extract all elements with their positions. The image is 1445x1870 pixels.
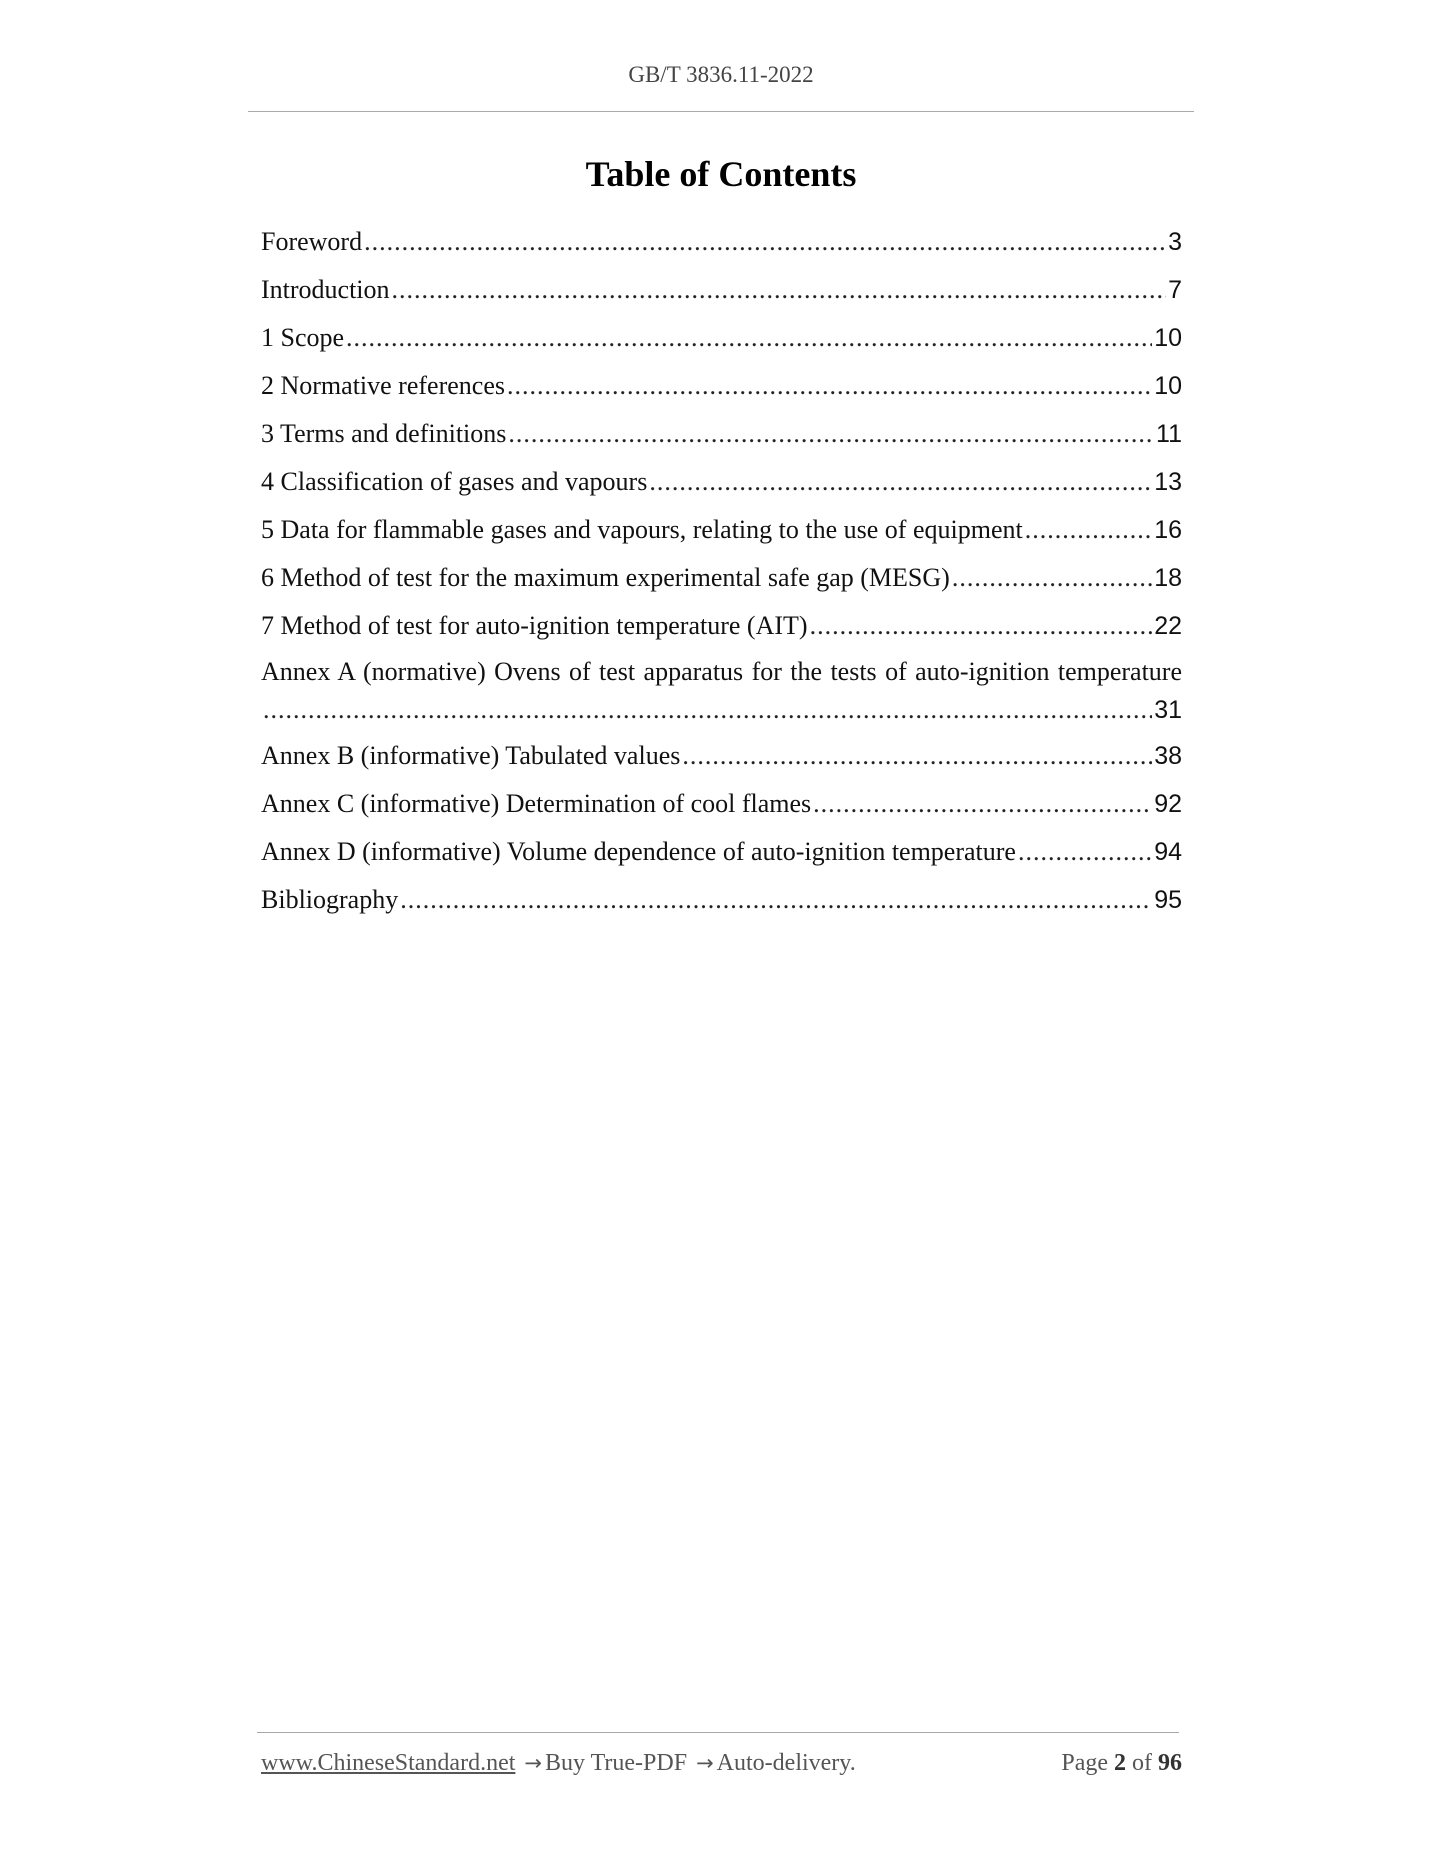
toc-page-number: 16 xyxy=(1154,516,1182,544)
page-footer xyxy=(261,1750,1182,1786)
dot-leader xyxy=(1025,510,1152,550)
toc-entry-bibliography[interactable] xyxy=(261,880,1182,928)
buy-text: Buy True-PDF xyxy=(545,1750,688,1776)
toc-entry-title: 4 Classification of gases and vapours xyxy=(261,467,648,496)
toc-entry-terms-and-definitions[interactable] xyxy=(261,414,1182,462)
dot-leader xyxy=(682,736,1152,776)
dot-leader xyxy=(346,318,1152,358)
toc-entry-data-flammable-gases[interactable] xyxy=(261,510,1182,558)
page-indicator xyxy=(1061,1750,1182,1777)
toc-page-number: 94 xyxy=(1154,838,1182,866)
dot-leader xyxy=(1018,832,1152,872)
footer-promo xyxy=(261,1750,856,1777)
toc-entry-title: Annex C (informative) Determination of cool flames xyxy=(261,789,812,818)
page-label: Page xyxy=(1061,1750,1108,1776)
of-label: of xyxy=(1132,1750,1152,1776)
toc-entry-title: Annex B (informative) Tabulated values xyxy=(261,741,681,770)
toc-page-number: 38 xyxy=(1154,742,1182,770)
toc-entry-annex-b[interactable] xyxy=(261,736,1182,784)
header-divider xyxy=(248,111,1194,112)
toc-page-number: 92 xyxy=(1154,790,1182,818)
toc-entry-title: 5 Data for flammable gases and vapours, relating to the use of equipment xyxy=(261,515,1023,544)
toc-page-number: 3 xyxy=(1168,228,1182,256)
dot-leader xyxy=(810,606,1153,646)
toc-entry-title: Introduction xyxy=(261,275,390,304)
toc-page-number: 10 xyxy=(1154,372,1182,400)
toc-entry-annex-a[interactable] xyxy=(261,654,1182,736)
toc-page-number: 31 xyxy=(1154,696,1182,724)
toc-entry-title: Annex D (informative) Volume dependence of auto-ignition temperature xyxy=(261,837,1016,866)
dot-leader xyxy=(952,558,1152,598)
toc-entry-classification[interactable] xyxy=(261,462,1182,510)
toc-entry-foreword[interactable] xyxy=(261,222,1182,270)
dot-leader xyxy=(400,880,1152,920)
dot-leader xyxy=(508,414,1154,454)
toc-entry-title: Annex A (normative) Ovens of test apparatus for the tests of auto-ignition temperature xyxy=(261,657,1182,686)
toc-entry-title: 2 Normative references xyxy=(261,371,505,400)
toc-entry-continuation xyxy=(261,690,1182,730)
toc-page-number: 10 xyxy=(1154,324,1182,352)
arrow-right-icon: → xyxy=(524,1751,542,1775)
toc-entry-mesg-test[interactable] xyxy=(261,558,1182,606)
toc-entry-title: 3 Terms and definitions xyxy=(261,419,507,448)
toc-page-number: 11 xyxy=(1156,420,1182,448)
toc-entry-title: 1 Scope xyxy=(261,323,345,352)
toc-entry-title: 7 Method of test for auto-ignition temperature (AIT) xyxy=(261,611,808,640)
toc-entry-annex-c[interactable] xyxy=(261,784,1182,832)
toc-page-number: 7 xyxy=(1168,276,1182,304)
dot-leader xyxy=(813,784,1152,824)
toc-page-number: 18 xyxy=(1154,564,1182,592)
dot-leader xyxy=(507,366,1152,406)
toc-entry-title: 6 Method of test for the maximum experimental safe gap (MESG) xyxy=(261,563,950,592)
toc-entry-introduction[interactable] xyxy=(261,270,1182,318)
toc-entry-title: Foreword xyxy=(261,227,363,256)
toc-entry-annex-d[interactable] xyxy=(261,832,1182,880)
toc-page-number: 95 xyxy=(1154,886,1182,914)
page-total: 96 xyxy=(1158,1750,1182,1776)
document-header: GB/T 3836.11-2022 xyxy=(628,62,814,87)
delivery-text: Auto-delivery. xyxy=(716,1750,856,1776)
toc-entry-ait-test[interactable] xyxy=(261,606,1182,654)
toc-page-number: 22 xyxy=(1154,612,1182,640)
dot-leader xyxy=(263,690,1152,730)
arrow-right-icon: → xyxy=(696,1751,714,1775)
toc-entry-normative-references[interactable] xyxy=(261,366,1182,414)
dot-leader xyxy=(392,270,1167,310)
table-of-contents xyxy=(261,222,1182,928)
toc-entry-scope[interactable] xyxy=(261,318,1182,366)
dot-leader xyxy=(649,462,1152,502)
toc-entry-title: Bibliography xyxy=(261,885,399,914)
page-current: 2 xyxy=(1114,1750,1126,1776)
dot-leader xyxy=(364,222,1166,262)
website-link[interactable]: www.ChineseStandard.net xyxy=(261,1750,516,1776)
page-title: Table of Contents xyxy=(585,154,857,194)
toc-page-number: 13 xyxy=(1154,468,1182,496)
footer-divider xyxy=(257,1732,1179,1733)
